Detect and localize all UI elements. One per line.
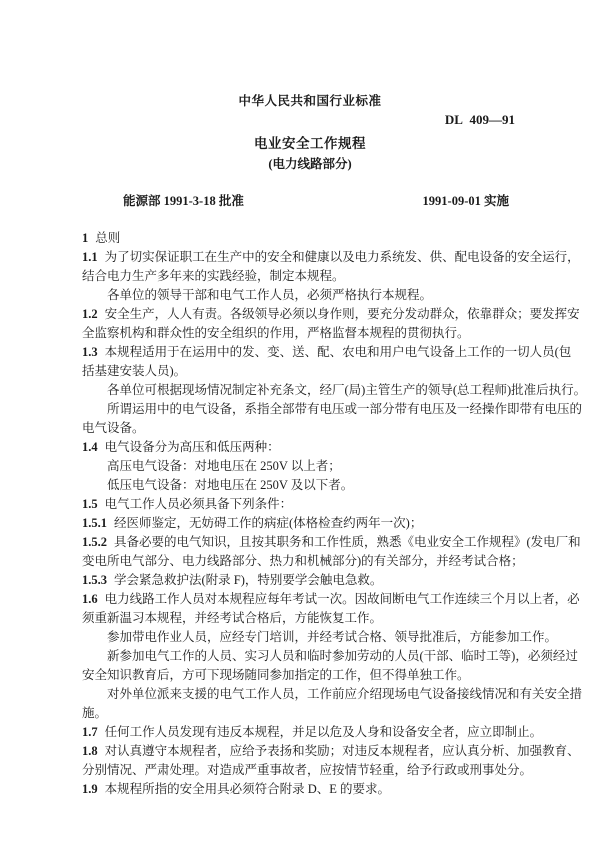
clause-number: 1.4 [82,440,98,454]
clause-text: 结合电力生产多年来的实践经验，制定本规程。 [82,269,345,283]
text-line [82,286,538,305]
clause-text: 电气设备分为高压和低压两种： [104,440,280,454]
clause-text: 本规程所指的安全用具必须符合附录 D、E 的要求。 [104,782,391,796]
text-line [82,742,580,761]
clause-text: 电气工作人员必须具备下列条件： [104,497,293,511]
clause-number: 1.8 [82,744,98,758]
implementation-info: 1991-09-01 实施 [422,194,509,208]
text-line [82,647,578,666]
text-line [82,761,538,780]
document-body [82,229,587,799]
text-line [82,476,538,495]
text-line [82,514,538,533]
clause-text: 括基建安装人员)。 [82,364,187,378]
text-line [82,419,538,438]
clause-text: 对外单位派来支援的电气工作人员，工作前应介绍现场电气设备接线情况和有关安全措 [107,687,583,701]
approval-row [82,194,538,208]
clause-number: 1.5 [82,497,98,511]
text-line [82,248,580,267]
text-line [82,495,538,514]
text-line [82,362,538,381]
clause-text: 全监察机构和群众性的安全组织的作用，严格监督本规程的贯彻执行。 [82,326,470,340]
clause-number: 1.6 [82,592,98,606]
clause-text: 电气设备。 [82,421,145,435]
clause-text: 安全生产，人人有责。各级领导必须以身作则，要充分发动群众，依靠群众；要发挥安 [104,307,580,321]
clause-text: 本规程适用于在运用中的发、变、送、配、农电和用户电气设备上工作的一切人员(包 [104,345,572,359]
text-line [82,343,572,362]
clause-text: 所谓运用中的电气设备，系指全部带有电压或一部分带有电压及一经操作即带有电压的 [107,402,583,416]
text-line [82,609,538,628]
clause-text: 各单位可根据现场情况制定补充条文，经厂(局)主管生产的领导(总工程师)批准后执行。 [107,383,587,397]
clause-text: 施。 [82,706,108,720]
clause-text: 各单位的领导干部和电气工作人员，必须严格执行本规程。 [107,288,433,302]
text-line [82,704,538,723]
standard-type-heading: 中华人民共和国行业标准 [238,94,382,108]
approval-info: 能源部 1991-3-18 批准 [123,194,244,208]
clause-text: 高压电气设备：对地电压在 250V 以上者； [107,459,341,473]
clause-text: 分别情况、严肃处理。对造成严重事故者，应按情节轻重，给予行政或刑事处分。 [82,763,533,777]
document-title: 电业安全工作规程 [254,136,366,151]
clause-text: 经医师鉴定，无妨碍工作的病症(体格检查约两年一次)； [114,516,423,530]
clause-text: 电力线路工作人员对本规程应每年考试一次。因故间断电气工作连续三个月以上者，必 [104,592,580,606]
text-line [82,229,538,248]
text-line [82,438,538,457]
text-line [82,533,581,552]
clause-number: 1.5.3 [82,573,107,587]
text-line [82,400,583,419]
clause-text: 低压电气设备：对地电压在 250V 及以下者。 [107,478,354,492]
clause-text: 安全知识教育后，方可下现场随同参加指定的工作，但不得单独工作。 [82,668,470,682]
clause-text: 新参加电气工作的人员、实习人员和临时参加劳动的人员(干部、临时工等)，必须经过 [107,649,578,663]
clause-number: 1.3 [82,345,98,359]
text-line [82,381,587,400]
clause-text: 参加带电作业人员，应经专门培训，并经考试合格、领导批准后，方能参加工作。 [107,630,558,644]
clause-number: 1.1 [82,250,98,264]
text-line [82,590,580,609]
text-line [82,305,580,324]
text-line [82,324,538,343]
document-number: DL 409—91 [444,112,515,127]
clause-text: 具备必要的电气知识，且按其职务和工作性质，熟悉《电业安全工作规程》(发电厂和 [114,535,581,549]
clause-number: 1.7 [82,725,98,739]
text-line [82,552,538,571]
clause-number: 1 [82,231,89,245]
text-line [82,685,583,704]
text-line [82,457,538,476]
text-line [82,723,543,742]
clause-text: 为了切实保证职工在生产中的安全和健康以及电力系统发、供、配电设备的安全运行， [104,250,580,264]
clause-number: 1.5.1 [82,516,107,530]
text-line [82,666,538,685]
clause-text: 任何工作人员发现有违反本规程，并足以危及人身和设备安全者，应立即制止。 [104,725,543,739]
text-line [82,628,558,647]
text-line [82,267,538,286]
clause-text: 须重新温习本规程，并经考试合格后，方能恢复工作。 [82,611,383,625]
clause-number: 1.9 [82,782,98,796]
text-line [82,571,538,590]
text-line [82,780,538,799]
clause-number: 1.2 [82,307,98,321]
clause-text: 对认真遵守本规程者，应给予表扬和奖励；对违反本规程者，应认真分析、加强教育、 [104,744,580,758]
clause-text: 变电所电气部分、电力线路部分、热力和机械部分)的有关部分，并经考试合格； [82,554,524,568]
clause-text: 学会紧急救护法(附录 F)，特别要学会触电急救。 [114,573,383,587]
clause-number: 1.5.2 [82,535,107,549]
clause-text: 总则 [95,231,121,245]
document-subtitle: (电力线路部分) [268,157,352,171]
